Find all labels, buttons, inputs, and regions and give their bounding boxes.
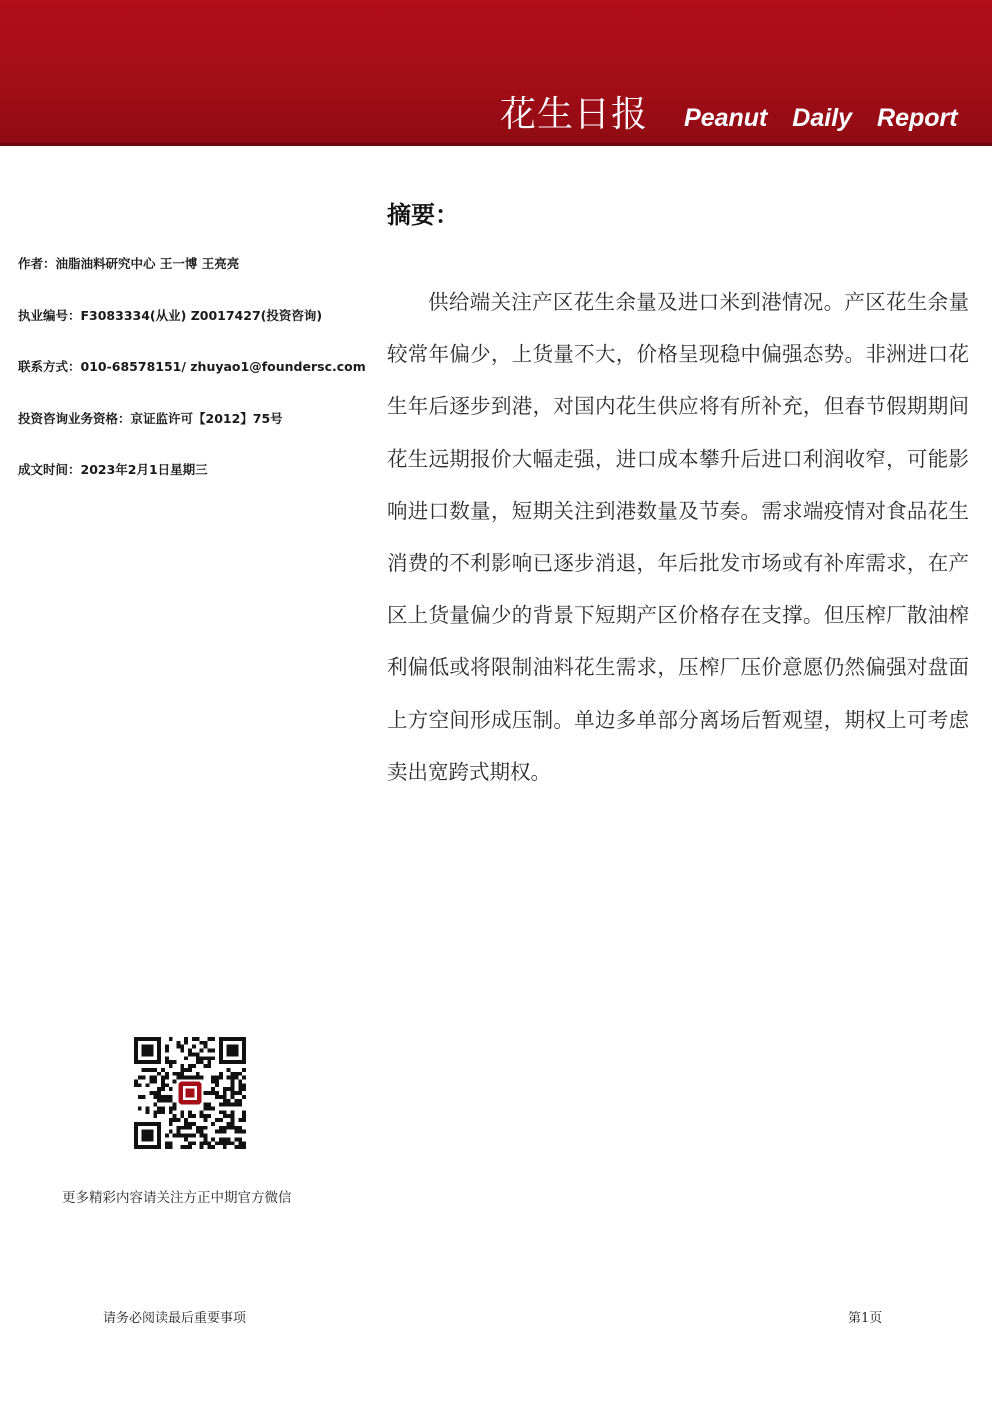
report-title-en: Peanut Daily Report — [684, 104, 958, 132]
author-info — [18, 254, 368, 512]
contact-line[interactable]: 联系方式：010-68578151/ zhuyao1@foundersc.com — [18, 359, 366, 374]
qr-caption: 更多精彩内容请关注方正中期官方微信 — [62, 1190, 292, 1206]
report-title-cn: 花生日报 — [500, 94, 649, 135]
header-banner — [0, 0, 992, 146]
author-line: 作者：油脂油料研究中心 王一博 王亮亮 — [18, 256, 240, 271]
date-line: 成文时间：2023年2月1日星期三 — [18, 462, 208, 477]
summary-body: 供给端关注产区花生余量及进口米到港情况。产区花生余量较常年偏少，上货量不大，价格呈现稳中偏强态势。非洲进口花生年后逐步到港，对国内花生供应将有所补充，但春节假期期间花生远期报价大幅走强，进口成本攀升后进口利润收窄，可能影响进口数量，短期关注到港数量及节奏。需求端疫情对食品花生消费的不利影响已逐步消退，年后批发市场或有补库需求，在产区上货量偏少的背景下短期产区价格存在支撑。但压榨厂散油榨利偏低或将限制油料花生需求，压榨厂压价意愿仍然偏强对盘面上方空间形成压制。单边多单部分离场后暂观望，期权上可考虑卖出宽跨式期权。 — [387, 290, 969, 784]
qr-code-icon — [134, 1037, 246, 1149]
footer-notice: 请务必阅读最后重要事项 — [103, 1311, 247, 1326]
qualification-line: 投资咨询业务资格：京证监许可【2012】75号 — [18, 410, 283, 426]
page-number: 第1页 — [848, 1311, 883, 1326]
summary-heading: 摘要： — [387, 201, 459, 229]
report-title — [500, 86, 958, 137]
license-line: 执业编号：F3083334(从业) Z0017427(投资咨询) — [18, 307, 323, 323]
